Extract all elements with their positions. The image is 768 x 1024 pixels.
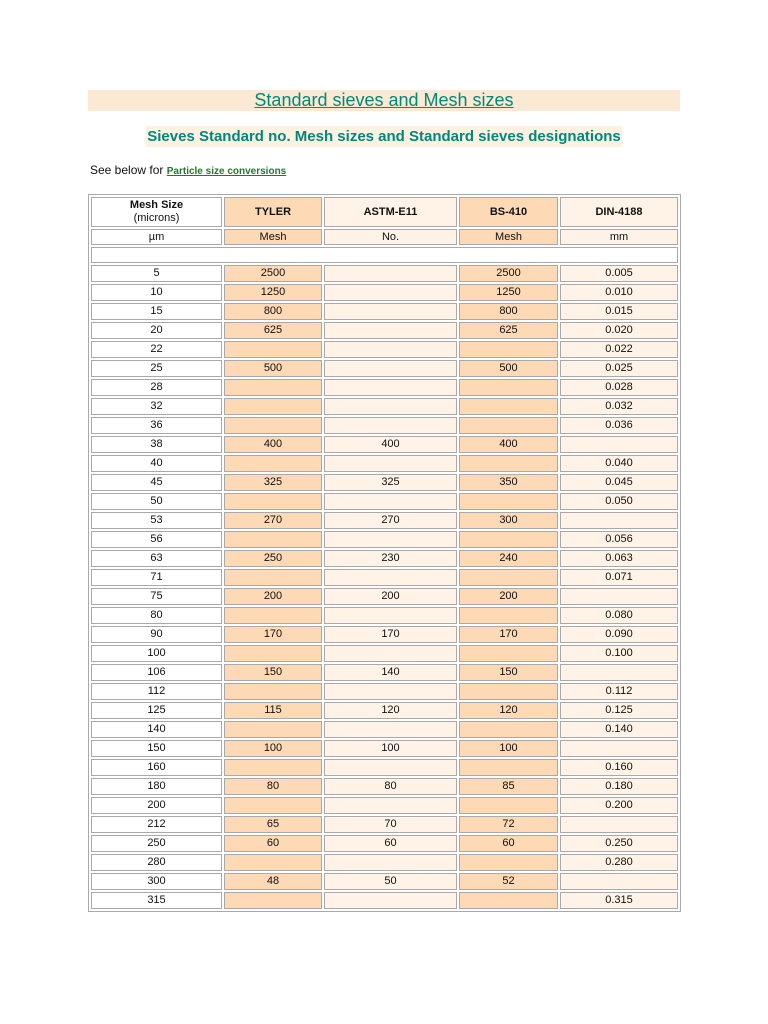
cell-tyler: 48 [224, 873, 322, 890]
table-header-row [91, 197, 678, 227]
cell-mesh-microns: 36 [91, 417, 222, 434]
cell-mesh-microns: 53 [91, 512, 222, 529]
cell-bs-410 [459, 645, 558, 662]
table-row [91, 474, 678, 491]
cell-din-4188 [560, 873, 678, 890]
cell-din-4188: 0.090 [560, 626, 678, 643]
see-below-text: See below for [90, 163, 164, 177]
cell-tyler: 170 [224, 626, 322, 643]
cell-astm-e11: 200 [324, 588, 457, 605]
cell-tyler: 150 [224, 664, 322, 681]
cell-astm-e11 [324, 284, 457, 301]
cell-din-4188: 0.071 [560, 569, 678, 586]
cell-astm-e11 [324, 303, 457, 320]
table-row [91, 626, 678, 643]
cell-bs-410 [459, 683, 558, 700]
cell-astm-e11: 270 [324, 512, 457, 529]
cell-astm-e11: 170 [324, 626, 457, 643]
cell-din-4188: 0.056 [560, 531, 678, 548]
table-row [91, 759, 678, 776]
table-row [91, 702, 678, 719]
cell-din-4188: 0.036 [560, 417, 678, 434]
cell-tyler [224, 417, 322, 434]
header-label: DIN-4188 [595, 205, 643, 218]
cell-astm-e11 [324, 645, 457, 662]
table-row [91, 379, 678, 396]
cell-mesh-microns: 125 [91, 702, 222, 719]
cell-tyler: 270 [224, 512, 322, 529]
unit-cell: µm [91, 229, 222, 245]
cell-astm-e11: 100 [324, 740, 457, 757]
cell-mesh-microns: 212 [91, 816, 222, 833]
table-row [91, 436, 678, 453]
cell-din-4188: 0.015 [560, 303, 678, 320]
cell-bs-410 [459, 379, 558, 396]
table-row [91, 417, 678, 434]
cell-din-4188: 0.200 [560, 797, 678, 814]
cell-bs-410: 240 [459, 550, 558, 567]
cell-tyler: 400 [224, 436, 322, 453]
cell-tyler [224, 569, 322, 586]
table-row [91, 341, 678, 358]
cell-astm-e11 [324, 531, 457, 548]
table-row [91, 740, 678, 757]
cell-mesh-microns: 160 [91, 759, 222, 776]
table-row [91, 493, 678, 510]
cell-mesh-microns: 112 [91, 683, 222, 700]
cell-tyler [224, 379, 322, 396]
table-units-row [91, 229, 678, 245]
table-row [91, 303, 678, 320]
table-row [91, 721, 678, 738]
cell-mesh-microns: 10 [91, 284, 222, 301]
table-row [91, 265, 678, 282]
cell-mesh-microns: 38 [91, 436, 222, 453]
cell-astm-e11 [324, 265, 457, 282]
cell-astm-e11: 50 [324, 873, 457, 890]
table-row [91, 284, 678, 301]
cell-astm-e11: 60 [324, 835, 457, 852]
table-row [91, 797, 678, 814]
cell-tyler: 325 [224, 474, 322, 491]
cell-tyler [224, 398, 322, 415]
cell-mesh-microns: 100 [91, 645, 222, 662]
table-row [91, 322, 678, 339]
cell-bs-410 [459, 417, 558, 434]
cell-astm-e11 [324, 417, 457, 434]
header-cell-mesh-size [91, 197, 222, 227]
cell-din-4188 [560, 512, 678, 529]
cell-bs-410: 85 [459, 778, 558, 795]
header-cell-din4188 [560, 197, 678, 227]
table-row [91, 607, 678, 624]
cell-tyler [224, 759, 322, 776]
cell-tyler: 500 [224, 360, 322, 377]
cell-astm-e11 [324, 759, 457, 776]
cell-bs-410: 500 [459, 360, 558, 377]
header-cell-bs410 [459, 197, 558, 227]
cell-din-4188: 0.050 [560, 493, 678, 510]
cell-astm-e11 [324, 854, 457, 871]
cell-mesh-microns: 25 [91, 360, 222, 377]
cell-tyler: 100 [224, 740, 322, 757]
cell-bs-410 [459, 531, 558, 548]
cell-din-4188: 0.160 [560, 759, 678, 776]
cell-bs-410 [459, 607, 558, 624]
cell-din-4188: 0.112 [560, 683, 678, 700]
page-subtitle-band [88, 126, 680, 147]
cell-tyler: 60 [224, 835, 322, 852]
particle-size-conversions-link[interactable]: Particle size conversions [166, 166, 287, 177]
table-row [91, 683, 678, 700]
cell-tyler: 625 [224, 322, 322, 339]
table-row [91, 664, 678, 681]
header-label: ASTM-E11 [363, 205, 418, 218]
cell-mesh-microns: 22 [91, 341, 222, 358]
cell-tyler: 250 [224, 550, 322, 567]
cell-bs-410 [459, 797, 558, 814]
cell-bs-410: 120 [459, 702, 558, 719]
header-cell-tyler [224, 197, 322, 227]
cell-bs-410: 625 [459, 322, 558, 339]
cell-mesh-microns: 20 [91, 322, 222, 339]
cell-bs-410 [459, 759, 558, 776]
cell-bs-410 [459, 854, 558, 871]
cell-tyler [224, 721, 322, 738]
cell-tyler: 1250 [224, 284, 322, 301]
cell-din-4188: 0.032 [560, 398, 678, 415]
cell-tyler [224, 531, 322, 548]
cell-mesh-microns: 32 [91, 398, 222, 415]
cell-astm-e11 [324, 892, 457, 909]
cell-din-4188: 0.022 [560, 341, 678, 358]
table-row [91, 550, 678, 567]
cell-tyler: 65 [224, 816, 322, 833]
cell-tyler: 200 [224, 588, 322, 605]
table-row [91, 398, 678, 415]
spacer-cell [91, 247, 678, 263]
page-title-band [88, 90, 680, 111]
cell-din-4188: 0.180 [560, 778, 678, 795]
cell-tyler: 2500 [224, 265, 322, 282]
cell-bs-410 [459, 341, 558, 358]
cell-mesh-microns: 56 [91, 531, 222, 548]
table-row [91, 816, 678, 833]
header-label: Mesh Size [129, 199, 184, 211]
cell-din-4188: 0.250 [560, 835, 678, 852]
table-row [91, 455, 678, 472]
cell-tyler: 80 [224, 778, 322, 795]
cell-tyler [224, 493, 322, 510]
cell-bs-410 [459, 493, 558, 510]
cell-din-4188: 0.040 [560, 455, 678, 472]
cell-astm-e11 [324, 683, 457, 700]
header-label: BS-410 [489, 205, 528, 218]
cell-mesh-microns: 180 [91, 778, 222, 795]
cell-bs-410 [459, 721, 558, 738]
cell-din-4188: 0.100 [560, 645, 678, 662]
cell-mesh-microns: 315 [91, 892, 222, 909]
cell-mesh-microns: 250 [91, 835, 222, 852]
cell-din-4188: 0.080 [560, 607, 678, 624]
cell-bs-410 [459, 398, 558, 415]
cell-astm-e11 [324, 569, 457, 586]
cell-bs-410: 2500 [459, 265, 558, 282]
unit-cell: Mesh [224, 229, 322, 245]
cell-bs-410: 72 [459, 816, 558, 833]
table-row [91, 531, 678, 548]
cell-astm-e11 [324, 607, 457, 624]
cell-din-4188: 0.140 [560, 721, 678, 738]
cell-tyler [224, 455, 322, 472]
cell-astm-e11: 80 [324, 778, 457, 795]
cell-bs-410: 200 [459, 588, 558, 605]
table-spacer-row [91, 247, 678, 263]
cell-bs-410: 60 [459, 835, 558, 852]
unit-cell: Mesh [459, 229, 558, 245]
cell-tyler [224, 854, 322, 871]
table-row [91, 778, 678, 795]
table-row [91, 512, 678, 529]
cell-bs-410 [459, 455, 558, 472]
page-subtitle: Sieves Standard no. Mesh sizes and Standard sieves designations [147, 128, 621, 145]
cell-bs-410: 150 [459, 664, 558, 681]
cell-astm-e11: 325 [324, 474, 457, 491]
cell-bs-410 [459, 569, 558, 586]
cell-bs-410: 400 [459, 436, 558, 453]
cell-bs-410: 52 [459, 873, 558, 890]
cell-astm-e11 [324, 455, 457, 472]
page-title: Standard sieves and Mesh sizes [254, 90, 514, 110]
cell-din-4188: 0.025 [560, 360, 678, 377]
cell-din-4188: 0.005 [560, 265, 678, 282]
cell-mesh-microns: 40 [91, 455, 222, 472]
cell-astm-e11 [324, 797, 457, 814]
cell-astm-e11: 400 [324, 436, 457, 453]
cell-mesh-microns: 15 [91, 303, 222, 320]
cell-astm-e11: 120 [324, 702, 457, 719]
header-label: TYLER [254, 205, 292, 218]
cell-tyler [224, 683, 322, 700]
cell-din-4188 [560, 588, 678, 605]
cell-mesh-microns: 75 [91, 588, 222, 605]
sieve-table-container [88, 194, 681, 912]
cell-din-4188: 0.010 [560, 284, 678, 301]
see-below-line [90, 163, 286, 177]
cell-bs-410: 350 [459, 474, 558, 491]
sieve-table [89, 195, 680, 911]
cell-astm-e11 [324, 341, 457, 358]
cell-din-4188: 0.280 [560, 854, 678, 871]
cell-mesh-microns: 5 [91, 265, 222, 282]
cell-bs-410: 800 [459, 303, 558, 320]
cell-mesh-microns: 90 [91, 626, 222, 643]
cell-tyler [224, 892, 322, 909]
cell-mesh-microns: 150 [91, 740, 222, 757]
cell-mesh-microns: 140 [91, 721, 222, 738]
cell-mesh-microns: 63 [91, 550, 222, 567]
cell-tyler [224, 341, 322, 358]
cell-tyler: 800 [224, 303, 322, 320]
cell-din-4188: 0.028 [560, 379, 678, 396]
cell-mesh-microns: 28 [91, 379, 222, 396]
table-row [91, 645, 678, 662]
cell-astm-e11 [324, 721, 457, 738]
cell-bs-410 [459, 892, 558, 909]
cell-din-4188: 0.063 [560, 550, 678, 567]
cell-tyler: 115 [224, 702, 322, 719]
table-row [91, 360, 678, 377]
cell-din-4188: 0.020 [560, 322, 678, 339]
cell-astm-e11 [324, 493, 457, 510]
cell-din-4188 [560, 436, 678, 453]
table-row [91, 892, 678, 909]
unit-cell: mm [560, 229, 678, 245]
cell-astm-e11 [324, 379, 457, 396]
cell-din-4188: 0.315 [560, 892, 678, 909]
cell-tyler [224, 645, 322, 662]
cell-astm-e11 [324, 322, 457, 339]
cell-astm-e11 [324, 398, 457, 415]
cell-bs-410: 300 [459, 512, 558, 529]
cell-din-4188 [560, 664, 678, 681]
table-row [91, 835, 678, 852]
cell-astm-e11: 70 [324, 816, 457, 833]
cell-astm-e11 [324, 360, 457, 377]
cell-bs-410: 100 [459, 740, 558, 757]
cell-mesh-microns: 200 [91, 797, 222, 814]
cell-mesh-microns: 45 [91, 474, 222, 491]
header-sublabel: (microns) [133, 212, 180, 224]
cell-din-4188 [560, 816, 678, 833]
cell-astm-e11: 230 [324, 550, 457, 567]
table-row [91, 569, 678, 586]
cell-tyler [224, 797, 322, 814]
header-cell-astm [324, 197, 457, 227]
cell-mesh-microns: 80 [91, 607, 222, 624]
cell-din-4188 [560, 740, 678, 757]
cell-mesh-microns: 71 [91, 569, 222, 586]
unit-cell: No. [324, 229, 457, 245]
cell-mesh-microns: 300 [91, 873, 222, 890]
cell-tyler [224, 607, 322, 624]
cell-astm-e11: 140 [324, 664, 457, 681]
table-row [91, 854, 678, 871]
table-row [91, 588, 678, 605]
cell-bs-410: 170 [459, 626, 558, 643]
cell-mesh-microns: 50 [91, 493, 222, 510]
cell-din-4188: 0.125 [560, 702, 678, 719]
cell-din-4188: 0.045 [560, 474, 678, 491]
cell-bs-410: 1250 [459, 284, 558, 301]
table-row [91, 873, 678, 890]
cell-mesh-microns: 280 [91, 854, 222, 871]
cell-mesh-microns: 106 [91, 664, 222, 681]
